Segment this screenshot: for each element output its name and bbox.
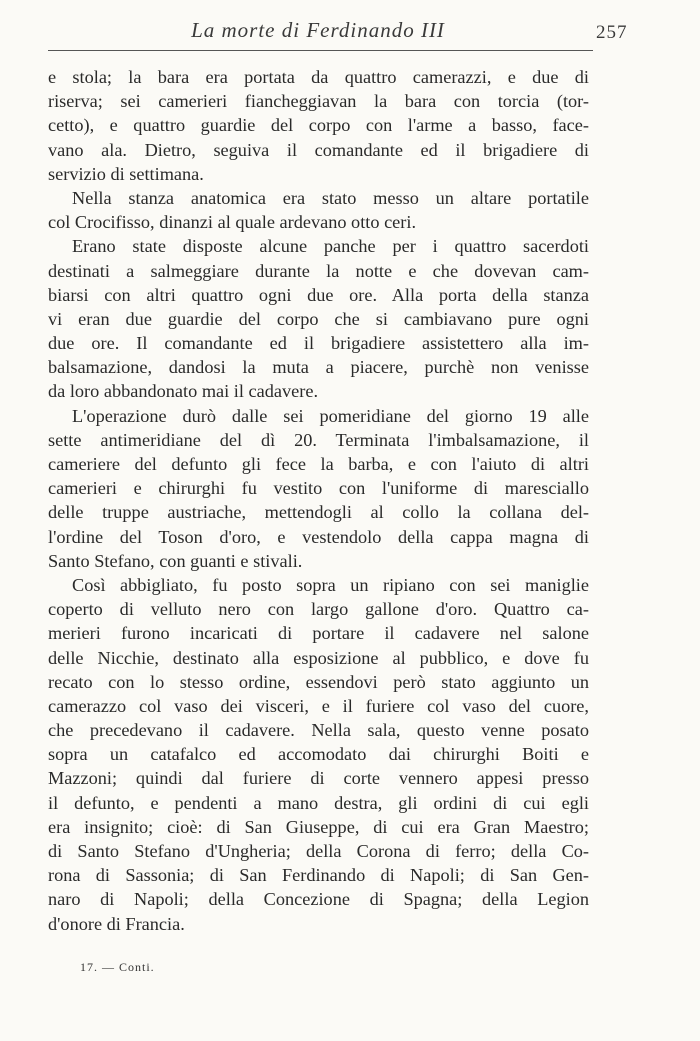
running-title: La morte di Ferdinando III xyxy=(191,18,445,42)
text-line: Mazzoni; quindi dal furiere di corte vennero appesi presso xyxy=(48,768,589,789)
text-line: coperto di velluto nero con largo gallone d'oro. Quattro ca- xyxy=(48,599,589,620)
page-number: 257 xyxy=(596,22,628,43)
text-line: sette antimeridiane del dì 20. Terminata l'imbalsamazione, il xyxy=(48,429,589,450)
text-line: col Crocifisso, dinanzi al quale ardevano otto ceri. xyxy=(48,212,417,233)
text-line: Nella stanza anatomica era stato messo un altare portatile xyxy=(72,187,589,208)
text-line: il defunto, e pendenti a mano destra, gli ordini di cui egli xyxy=(48,792,589,813)
text-line: riserva; sei camerieri fiancheggiavan la bara con torcia (tor- xyxy=(48,91,589,112)
text-line: sopra un catafalco ed accomodato dai chirurghi Boiti e xyxy=(48,744,589,765)
text-line: due ore. Il comandante ed il brigadiere assistettero alla im- xyxy=(48,333,589,354)
text-line: cetto), e quattro guardie del corpo con l'arme a basso, face- xyxy=(48,115,589,136)
text-line: merieri furono incaricati di portare il cadavere nel salone xyxy=(48,623,589,644)
printer-signature: 17. — Conti. xyxy=(80,960,155,974)
text-line: naro di Napoli; della Concezione di Spagna; della Legion xyxy=(48,889,589,910)
text-line: delle Nicchie, destinato alla esposizione al pubblico, e dove fu xyxy=(48,647,589,668)
header-rule xyxy=(48,50,593,51)
text-line: Erano state disposte alcune panche per i quattro sacerdoti xyxy=(72,236,589,257)
text-line: servizio di settimana. xyxy=(48,163,204,184)
text-line: era insignito; cioè: di San Giuseppe, di cui era Gran Maestro; xyxy=(48,816,589,837)
body-text xyxy=(48,65,589,936)
text-line: vi eran due guardie del corpo che si cambiavano pure ogni xyxy=(48,308,589,329)
text-line: biarsi con altri quattro ogni due ore. Alla porta della stanza xyxy=(48,284,589,305)
text-line: d'onore di Francia. xyxy=(48,913,185,934)
text-line: vano ala. Dietro, seguiva il comandante ed il brigadiere di xyxy=(48,139,589,160)
text-line: rona di Sassonia; di San Ferdinando di Napoli; di San Gen- xyxy=(48,865,589,886)
text-line: Santo Stefano, con guanti e stivali. xyxy=(48,550,303,571)
text-line: e stola; la bara era portata da quattro camerazzi, e due di xyxy=(48,67,589,87)
text-line: da loro abbandonato mai il cadavere. xyxy=(48,381,319,402)
text-line: balsamazione, dandosi la muta a piacere, purchè non venisse xyxy=(48,357,589,378)
text-line: camerazzo col vaso dei visceri, e il furiere col vaso del cuore, xyxy=(48,695,589,716)
text-line: destinati a salmeggiare durante la notte e che dovevan cam- xyxy=(48,260,589,281)
text-line: cameriere del defunto gli fece la barba, e con l'aiuto di altri xyxy=(48,454,589,474)
text-line: recato con lo stesso ordine, essendovi però stato aggiunto un xyxy=(48,671,589,692)
text-line: di Santo Stefano d'Ungheria; della Corona di ferro; della Co- xyxy=(48,841,589,861)
text-line: camerieri e chirurghi fu vestito con l'uniforme di maresciallo xyxy=(48,478,589,499)
text-line: L'operazione durò dalle sei pomeridiane del giorno 19 alle xyxy=(72,405,589,426)
text-line: che precedevano il cadavere. Nella sala, questo venne posato xyxy=(48,720,589,741)
text-line: Così abbigliato, fu posto sopra un ripiano con sei maniglie xyxy=(72,574,589,595)
text-line: delle truppe austriache, mettendogli al collo la collana del- xyxy=(48,502,589,523)
text-line: l'ordine del Toson d'oro, e vestendolo della cappa magna di xyxy=(48,526,589,547)
